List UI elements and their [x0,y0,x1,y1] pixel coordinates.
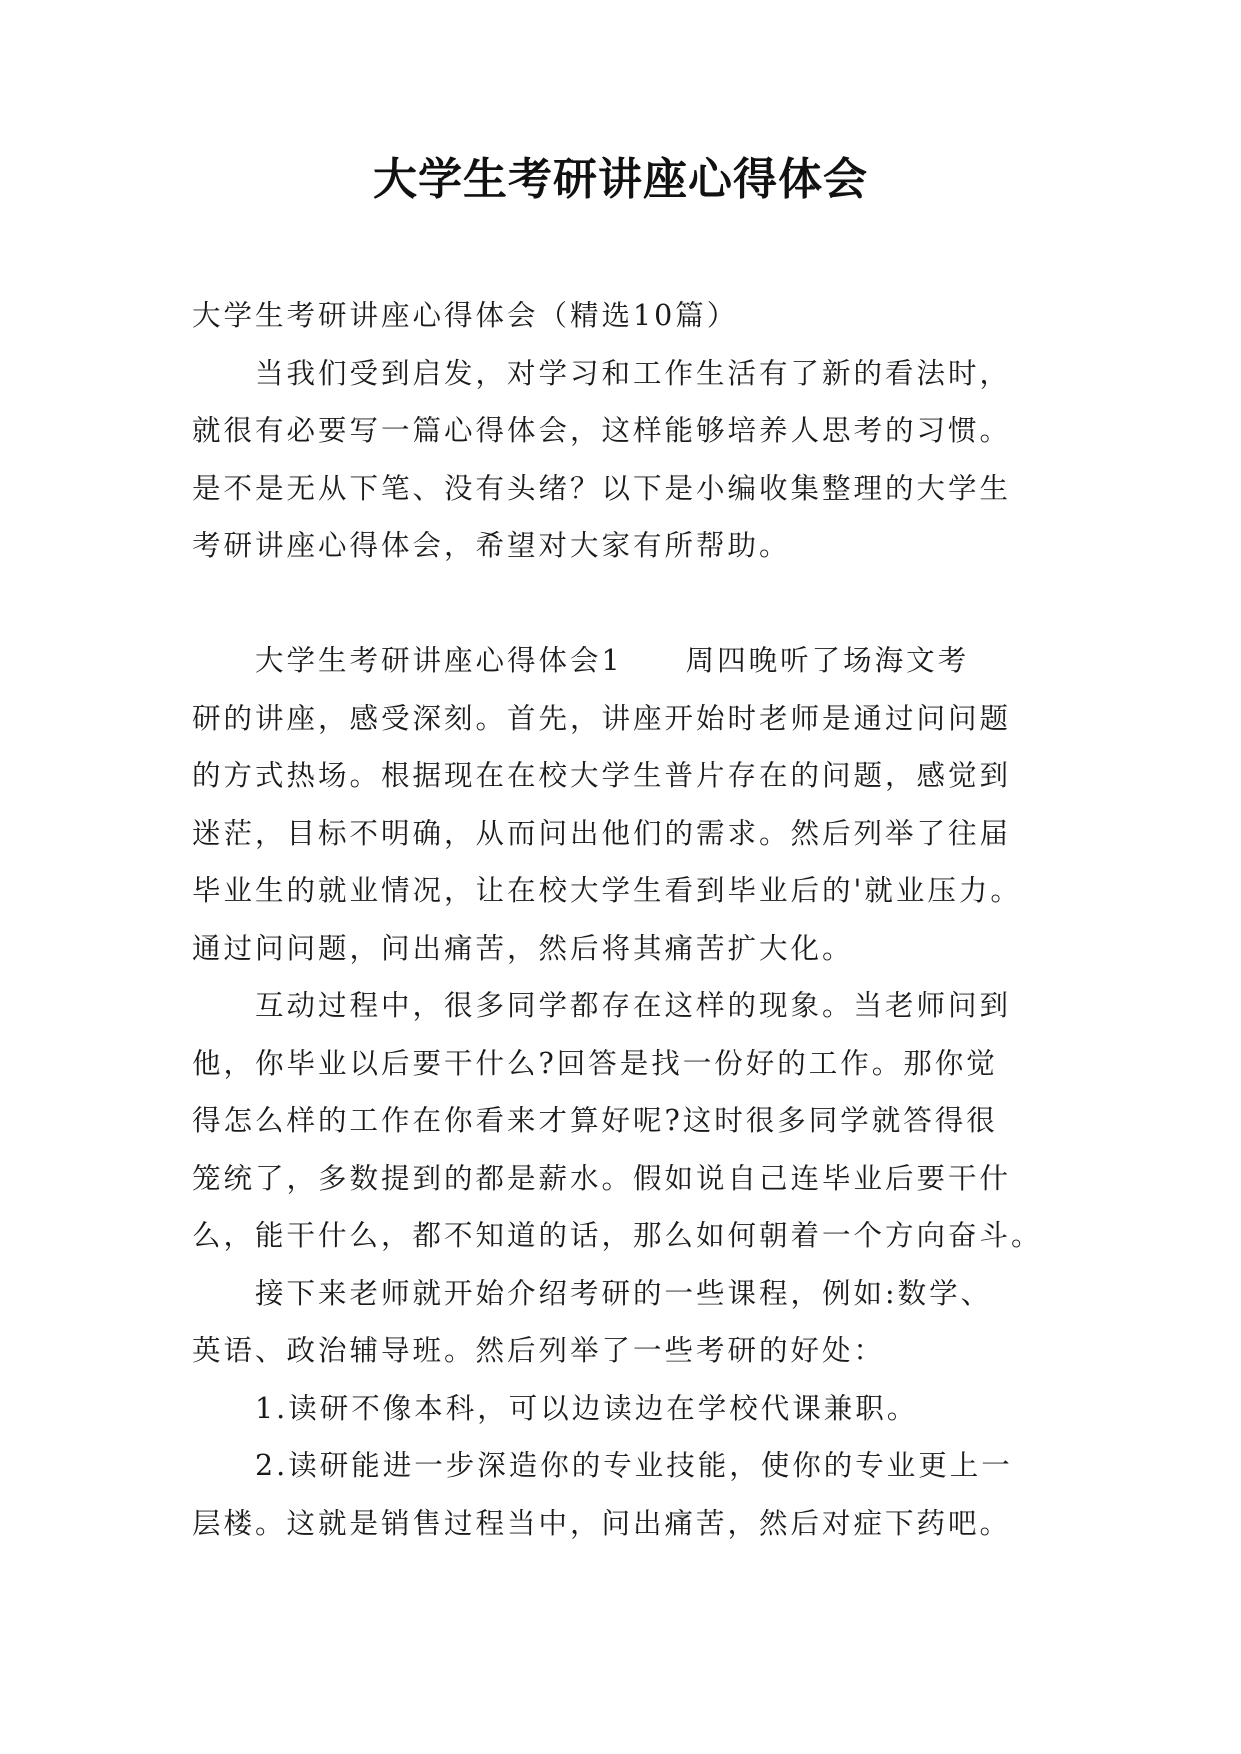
section1-line: 英语、政治辅导班。然后列举了一些考研的好处： [192,1334,886,1367]
section1-line: 大学生考研讲座心得体会1 周四晚听了场海文考 [192,644,970,677]
paragraph-gap [192,575,1072,633]
document-subtitle: 大学生考研讲座心得体会（精选10篇） [192,299,739,332]
section1-line: 迷茫，目标不明确，从而问出他们的需求。然后列举了往届 [192,816,1012,850]
intro-line: 当我们受到启发，对学习和工作生活有了新的看法时， [192,356,1012,390]
section1-line: 他，你毕业以后要干什么?回答是找一份好的工作。那你觉 [192,1046,998,1080]
section1-line: 么，能干什么，都不知道的话，那么如何朝着一个方向奋斗。 [192,1219,1043,1252]
intro-line: 考研讲座心得体会，希望对大家有所帮助。 [192,529,791,562]
section1-line: 1.读研不像本科，可以边读边在学校代课兼职。 [192,1391,919,1425]
section1-line: 的方式热场。根据现在在校大学生普片存在的问题，感觉到 [192,759,1012,792]
section1-line: 毕业生的就业情况，让在校大学生看到毕业后的'就业压力。 [192,874,1022,907]
intro-line: 是不是无从下笔、没有头绪？以下是小编收集整理的大学生 [192,471,1012,505]
section1-line: 2.读研能进一步深造你的专业技能，使你的专业更上一 [192,1449,1013,1482]
section1-line: 通过问问题，问出痛苦，然后将其痛苦扩大化。 [192,931,854,965]
section1-line: 层楼。这就是销售过程当中，问出痛苦，然后对症下药吧。 [192,1506,1012,1540]
section1-line: 得怎么样的工作在你看来才算好呢?这时很多同学就答得很 [192,1104,998,1137]
section1-line: 接下来老师就开始介绍考研的一些课程，例如:数学、 [192,1276,993,1310]
section1-line: 互动过程中，很多同学都存在这样的现象。当老师问到 [192,989,1012,1022]
section1-line: 笼统了，多数提到的都是薪水。假如说自己连毕业后要干什 [192,1161,1012,1195]
intro-line: 就很有必要写一篇心得体会，这样能够培养人思考的习惯。 [192,414,1012,447]
document-body [192,287,1072,1552]
document-title: 大学生考研讲座心得体会 [373,154,868,205]
section1-line: 研的讲座，感受深刻。首先，讲座开始时老师是通过问问题 [192,701,1012,735]
